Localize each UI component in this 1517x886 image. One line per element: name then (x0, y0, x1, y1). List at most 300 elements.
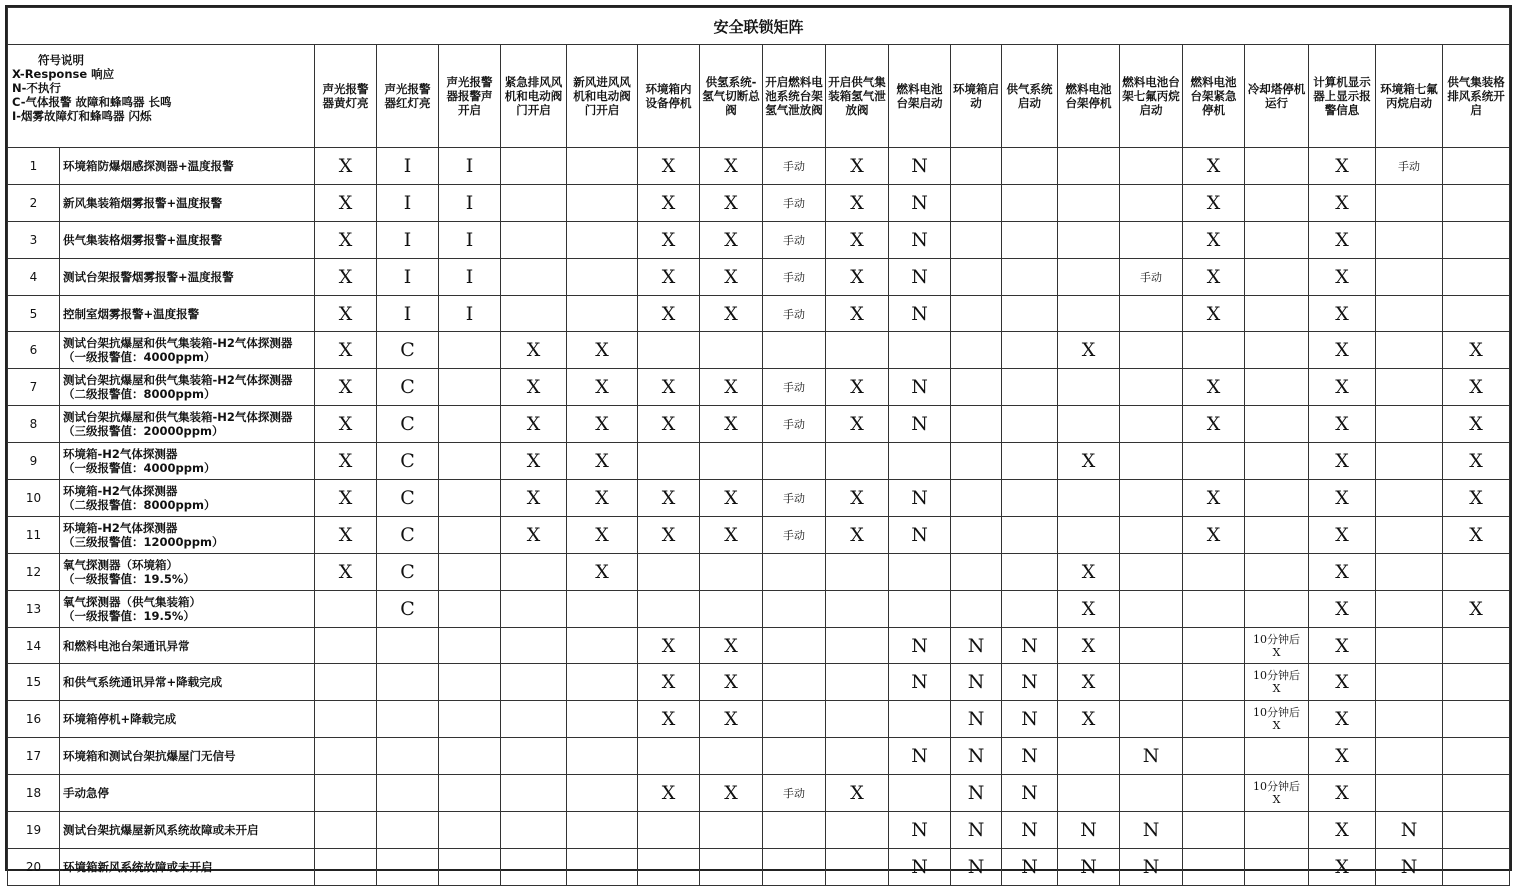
matrix-cell (315, 775, 377, 812)
matrix-cell: X (1058, 332, 1120, 369)
matrix-cell (1120, 184, 1183, 221)
matrix-cell (1002, 590, 1058, 627)
matrix-cell (1245, 184, 1309, 221)
matrix-cell: X (567, 480, 638, 517)
matrix-cell: X (700, 516, 763, 553)
matrix-row (8, 480, 1510, 517)
matrix-cell (567, 701, 638, 738)
matrix-cell: X (1309, 848, 1376, 885)
matrix-cell: C (377, 590, 439, 627)
matrix-cell: X (1309, 406, 1376, 443)
row-condition (60, 148, 315, 185)
matrix-cell (889, 590, 951, 627)
matrix-cell (1443, 221, 1510, 258)
column-header: 环境箱七氟丙烷启动 (1376, 45, 1443, 148)
matrix-cell: N (1002, 848, 1058, 885)
matrix-cell (567, 221, 638, 258)
row-condition (60, 406, 315, 443)
row-number: 17 (8, 738, 60, 775)
matrix-cell (700, 332, 763, 369)
matrix-row (8, 443, 1510, 480)
matrix-cell: X (638, 369, 700, 406)
matrix-cell: N (951, 812, 1002, 849)
matrix-cell (1058, 516, 1120, 553)
matrix-cell: X (567, 406, 638, 443)
matrix-cell (889, 443, 951, 480)
matrix-cell: N (1002, 701, 1058, 738)
matrix-cell: X (826, 480, 889, 517)
row-number: 16 (8, 701, 60, 738)
matrix-cell: X (1058, 664, 1120, 701)
matrix-cell: X (826, 221, 889, 258)
row-condition (60, 443, 315, 480)
matrix-cell (1376, 775, 1443, 812)
matrix-cell (826, 590, 889, 627)
matrix-cell (501, 848, 567, 885)
matrix-cell: N (1002, 664, 1058, 701)
matrix-cell: N (889, 184, 951, 221)
matrix-cell: X (1058, 443, 1120, 480)
matrix-cell (1002, 258, 1058, 295)
matrix-cell (889, 701, 951, 738)
matrix-cell (1245, 812, 1309, 849)
matrix-cell: N (951, 738, 1002, 775)
matrix-cell: X (315, 443, 377, 480)
row-number: 5 (8, 295, 60, 332)
matrix-title: 安全联锁矩阵 (8, 8, 1510, 45)
column-header: 新风进风风机和电动阀门开启 (567, 45, 638, 148)
matrix-cell: X (315, 369, 377, 406)
matrix-cell (501, 184, 567, 221)
matrix-cell (1058, 148, 1120, 185)
matrix-cell (763, 738, 826, 775)
matrix-cell (1245, 443, 1309, 480)
matrix-cell: X (501, 480, 567, 517)
condition-line: 环境箱-H2气体探测器 (63, 483, 178, 498)
row-number: 1 (8, 148, 60, 185)
matrix-row (8, 369, 1510, 406)
matrix-cell (501, 738, 567, 775)
matrix-cell (826, 664, 889, 701)
matrix-cell: X (1443, 480, 1510, 517)
matrix-cell: X (1309, 443, 1376, 480)
matrix-cell: X (1309, 258, 1376, 295)
row-number: 18 (8, 775, 60, 812)
matrix-cell: N (889, 627, 951, 664)
matrix-row (8, 295, 1510, 332)
matrix-cell (951, 295, 1002, 332)
matrix-cell (1058, 738, 1120, 775)
matrix-cell (1120, 480, 1183, 517)
matrix-cell (1058, 369, 1120, 406)
matrix-cell (1376, 590, 1443, 627)
matrix-cell: I (439, 148, 501, 185)
matrix-cell (1376, 221, 1443, 258)
matrix-cell (638, 553, 700, 590)
matrix-cell (1443, 812, 1510, 849)
row-number: 20 (8, 848, 60, 885)
matrix-cell (889, 332, 951, 369)
matrix-cell (638, 332, 700, 369)
matrix-cell: 手动 (763, 184, 826, 221)
condition-line: （三级报警值：20000ppm） (63, 424, 224, 439)
matrix-cell (1245, 553, 1309, 590)
matrix-cell: C (377, 369, 439, 406)
matrix-cell: X (501, 332, 567, 369)
matrix-cell (1183, 332, 1245, 369)
matrix-cell (567, 627, 638, 664)
column-header: 环境箱启动 (951, 45, 1002, 148)
matrix-cell: X (1309, 295, 1376, 332)
condition-line: 供气集装格烟雾报警+温度报警 (63, 232, 223, 247)
matrix-row (8, 738, 1510, 775)
condition-line: （一级报警值：19.5%） (63, 608, 195, 623)
matrix-cell (501, 295, 567, 332)
matrix-cell (1245, 480, 1309, 517)
matrix-cell: X (1309, 184, 1376, 221)
matrix-cell (1443, 701, 1510, 738)
column-header: 供氢系统-氢气切断总阀 (700, 45, 763, 148)
matrix-cell (1245, 258, 1309, 295)
matrix-cell: C (377, 516, 439, 553)
matrix-cell (1376, 332, 1443, 369)
interlock-matrix-sheet (5, 5, 1512, 878)
matrix-cell (1002, 332, 1058, 369)
matrix-cell: X (638, 295, 700, 332)
matrix-cell (1443, 295, 1510, 332)
matrix-cell: N (951, 664, 1002, 701)
matrix-cell (1002, 443, 1058, 480)
row-condition (60, 738, 315, 775)
matrix-cell (826, 627, 889, 664)
condition-line: 测试台架抗爆屋新风系统故障或未开启 (63, 822, 259, 837)
matrix-cell (439, 516, 501, 553)
matrix-cell: X (826, 148, 889, 185)
condition-line: （二级报警值：8000ppm） (63, 387, 216, 402)
column-header: 环境箱内设备停机 (638, 45, 700, 148)
matrix-cell (501, 258, 567, 295)
matrix-cell (567, 590, 638, 627)
matrix-cell (638, 590, 700, 627)
matrix-row (8, 627, 1510, 664)
matrix-cell: I (377, 221, 439, 258)
matrix-cell: N (1376, 848, 1443, 885)
matrix-cell (439, 775, 501, 812)
matrix-cell (638, 738, 700, 775)
matrix-cell: X (501, 406, 567, 443)
matrix-cell: X (700, 775, 763, 812)
matrix-cell: X (567, 369, 638, 406)
matrix-cell: X (638, 148, 700, 185)
matrix-cell (377, 775, 439, 812)
matrix-row (8, 221, 1510, 258)
condition-line: 环境箱-H2气体探测器 (63, 447, 178, 462)
matrix-cell (567, 812, 638, 849)
matrix-cell (501, 627, 567, 664)
condition-line: （一级报警值：4000ppm） (63, 461, 216, 476)
matrix-cell (763, 848, 826, 885)
row-number: 11 (8, 516, 60, 553)
matrix-cell (315, 590, 377, 627)
row-number: 15 (8, 664, 60, 701)
matrix-cell: N (951, 627, 1002, 664)
matrix-cell: X (826, 406, 889, 443)
matrix-cell: 手动 (763, 775, 826, 812)
matrix-cell (1120, 295, 1183, 332)
condition-line: （二级报警值：8000ppm） (63, 497, 216, 512)
matrix-cell: N (1002, 775, 1058, 812)
symbol-legend (8, 45, 315, 148)
column-header: 燃料电池台架紧急停机 (1183, 45, 1245, 148)
legend-line-n: N-不执行 (12, 81, 61, 95)
matrix-cell (1120, 148, 1183, 185)
matrix-cell (439, 627, 501, 664)
row-condition (60, 848, 315, 885)
column-header: 紧急排风风机和电动阀门开启 (501, 45, 567, 148)
matrix-cell (377, 701, 439, 738)
matrix-cell (826, 701, 889, 738)
condition-line: （一级报警值：4000ppm） (63, 350, 216, 365)
matrix-cell (1183, 553, 1245, 590)
condition-line: 测试台架抗爆屋和供气集装箱-H2气体探测器 (63, 373, 293, 388)
matrix-cell: X (1183, 221, 1245, 258)
matrix-cell (951, 553, 1002, 590)
matrix-cell (501, 553, 567, 590)
matrix-cell (951, 332, 1002, 369)
matrix-cell: X (1309, 516, 1376, 553)
matrix-cell (1443, 775, 1510, 812)
matrix-cell (1443, 258, 1510, 295)
matrix-cell: X (1309, 553, 1376, 590)
matrix-cell: X (638, 775, 700, 812)
matrix-cell: X (638, 184, 700, 221)
matrix-cell (1058, 295, 1120, 332)
matrix-cell: X (1183, 480, 1245, 517)
column-header: 燃料电池台架停机 (1058, 45, 1120, 148)
matrix-cell (1245, 848, 1309, 885)
matrix-cell: X (700, 148, 763, 185)
matrix-cell (377, 812, 439, 849)
matrix-cell (1376, 516, 1443, 553)
matrix-cell (567, 848, 638, 885)
matrix-cell: X (1183, 369, 1245, 406)
matrix-cell (1183, 701, 1245, 738)
matrix-cell: N (1058, 848, 1120, 885)
matrix-cell: I (377, 258, 439, 295)
matrix-cell: X (1443, 443, 1510, 480)
column-header: 冷却塔停机运行 (1245, 45, 1309, 148)
matrix-cell (1183, 812, 1245, 849)
matrix-cell: X (1183, 516, 1245, 553)
matrix-cell (567, 664, 638, 701)
matrix-cell: N (889, 258, 951, 295)
matrix-cell (763, 553, 826, 590)
matrix-cell: X (315, 295, 377, 332)
matrix-cell (439, 369, 501, 406)
matrix-cell (501, 590, 567, 627)
matrix-cell (951, 184, 1002, 221)
row-number: 10 (8, 480, 60, 517)
condition-line: 新风集装箱烟雾报警+温度报警 (63, 195, 223, 210)
matrix-cell (951, 148, 1002, 185)
matrix-cell (439, 590, 501, 627)
matrix-cell: X (638, 664, 700, 701)
matrix-cell (1183, 848, 1245, 885)
interlock-matrix-table (7, 7, 1510, 886)
row-condition (60, 553, 315, 590)
matrix-cell: N (1002, 812, 1058, 849)
row-number: 3 (8, 221, 60, 258)
matrix-cell: 手动 (763, 148, 826, 185)
matrix-cell (1376, 701, 1443, 738)
row-condition (60, 258, 315, 295)
matrix-cell (501, 221, 567, 258)
matrix-cell (951, 590, 1002, 627)
matrix-cell: N (1002, 738, 1058, 775)
matrix-cell: I (377, 148, 439, 185)
matrix-cell (1183, 664, 1245, 701)
matrix-cell: X (315, 184, 377, 221)
matrix-cell (1376, 627, 1443, 664)
matrix-row (8, 406, 1510, 443)
matrix-cell: X (1443, 369, 1510, 406)
row-condition (60, 332, 315, 369)
row-condition (60, 775, 315, 812)
matrix-cell-delayed: 10分钟后 X (1245, 775, 1309, 812)
matrix-cell (1120, 553, 1183, 590)
matrix-cell (1002, 553, 1058, 590)
matrix-cell (763, 701, 826, 738)
matrix-cell (501, 812, 567, 849)
matrix-cell: X (826, 295, 889, 332)
matrix-cell: X (1183, 148, 1245, 185)
matrix-cell (951, 221, 1002, 258)
matrix-cell: X (700, 221, 763, 258)
matrix-cell (439, 664, 501, 701)
matrix-cell (1245, 369, 1309, 406)
matrix-cell: X (1183, 258, 1245, 295)
matrix-cell (1376, 553, 1443, 590)
matrix-cell: X (567, 553, 638, 590)
matrix-cell: X (1443, 406, 1510, 443)
condition-line: 环境箱新风系统故障或未开启 (63, 859, 213, 874)
matrix-cell (951, 516, 1002, 553)
matrix-cell-delayed: 10分钟后 X (1245, 627, 1309, 664)
matrix-cell: 手动 (763, 221, 826, 258)
matrix-cell (700, 812, 763, 849)
matrix-cell (439, 406, 501, 443)
matrix-cell: X (315, 148, 377, 185)
matrix-cell (951, 369, 1002, 406)
matrix-cell: X (315, 406, 377, 443)
matrix-cell (377, 848, 439, 885)
matrix-cell (315, 627, 377, 664)
matrix-cell: C (377, 480, 439, 517)
matrix-cell (1002, 406, 1058, 443)
matrix-cell: X (315, 553, 377, 590)
matrix-cell: X (826, 184, 889, 221)
condition-line: （一级报警值：19.5%） (63, 571, 195, 586)
matrix-row (8, 148, 1510, 185)
legend-line-x: X-Response 响应 (12, 67, 115, 81)
row-number: 19 (8, 812, 60, 849)
row-condition (60, 590, 315, 627)
matrix-cell (826, 332, 889, 369)
matrix-cell: N (1002, 627, 1058, 664)
matrix-cell (567, 148, 638, 185)
matrix-cell (700, 443, 763, 480)
matrix-cell: X (700, 664, 763, 701)
matrix-cell (763, 443, 826, 480)
matrix-cell: X (1183, 184, 1245, 221)
matrix-cell (1002, 148, 1058, 185)
matrix-cell (763, 332, 826, 369)
row-condition (60, 295, 315, 332)
matrix-cell (1002, 516, 1058, 553)
matrix-cell-delayed: 10分钟后 X (1245, 664, 1309, 701)
matrix-row (8, 664, 1510, 701)
matrix-cell (567, 184, 638, 221)
matrix-cell: X (700, 480, 763, 517)
condition-line: 测试台架抗爆屋和供气集装箱-H2气体探测器 (63, 336, 293, 351)
matrix-cell: X (1183, 295, 1245, 332)
matrix-cell: N (1120, 848, 1183, 885)
matrix-cell: 手动 (763, 258, 826, 295)
matrix-row (8, 590, 1510, 627)
matrix-cell (1058, 258, 1120, 295)
matrix-cell: N (951, 775, 1002, 812)
matrix-cell (1120, 443, 1183, 480)
column-header: 燃料电池台架启动 (889, 45, 951, 148)
matrix-cell (1120, 627, 1183, 664)
matrix-cell (1120, 590, 1183, 627)
matrix-cell: X (567, 516, 638, 553)
row-number: 14 (8, 627, 60, 664)
matrix-cell: C (377, 332, 439, 369)
matrix-row (8, 775, 1510, 812)
matrix-cell: X (315, 258, 377, 295)
matrix-cell: X (1443, 516, 1510, 553)
matrix-cell (1376, 480, 1443, 517)
matrix-cell (1120, 516, 1183, 553)
matrix-cell (1002, 221, 1058, 258)
matrix-row (8, 553, 1510, 590)
column-header: 计算机显示器上显示报警信息 (1309, 45, 1376, 148)
matrix-cell: N (889, 664, 951, 701)
matrix-cell: X (700, 295, 763, 332)
matrix-cell: X (638, 258, 700, 295)
row-number: 12 (8, 553, 60, 590)
matrix-cell (501, 775, 567, 812)
matrix-cell: X (1309, 590, 1376, 627)
matrix-cell: N (889, 812, 951, 849)
matrix-cell: X (1309, 480, 1376, 517)
matrix-cell: X (700, 406, 763, 443)
matrix-cell (1245, 590, 1309, 627)
column-header: 供气集装格排风系统开启 (1443, 45, 1510, 148)
row-number: 2 (8, 184, 60, 221)
legend-title: 符号说明 (38, 53, 84, 67)
matrix-cell: X (638, 627, 700, 664)
matrix-cell (1376, 664, 1443, 701)
matrix-cell: X (1058, 701, 1120, 738)
matrix-cell (1376, 443, 1443, 480)
matrix-cell (1443, 148, 1510, 185)
matrix-cell (1245, 148, 1309, 185)
row-condition (60, 369, 315, 406)
matrix-cell: X (1309, 812, 1376, 849)
matrix-cell: X (501, 369, 567, 406)
